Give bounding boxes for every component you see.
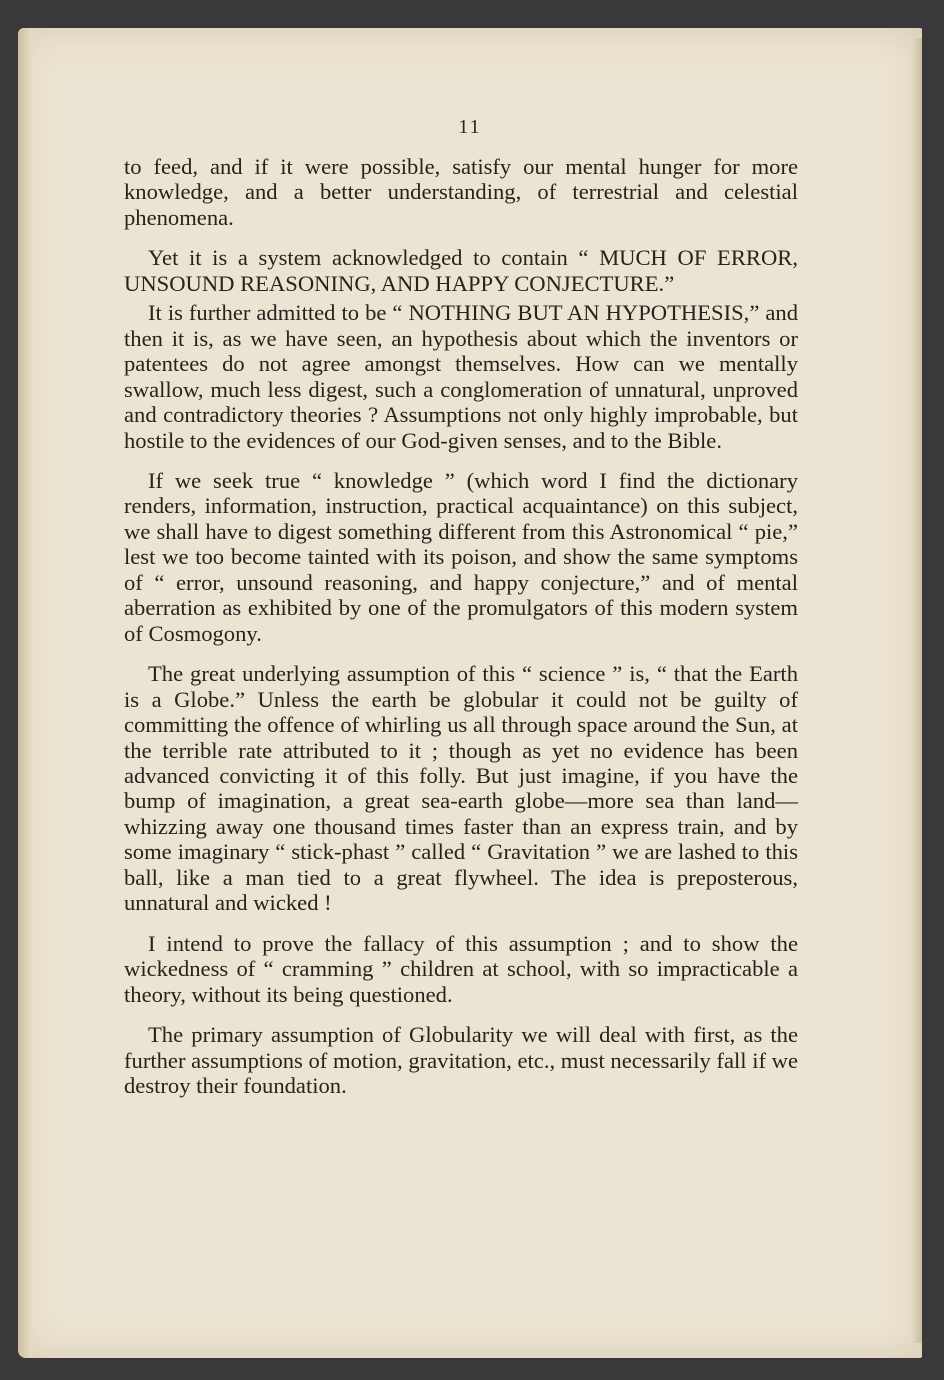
paragraph-7: The primary assumption of Globularity we will deal with first, as the further assumptions of motion, gravitation, etc., must necessarily fall if we destroy their foundation. (124, 1022, 798, 1098)
paragraph-5: The great underlying assumption of this “ science ” is, “ that the Earth is a Globe.” Unless the earth be globular it could not be guilty of committing the offence of whirling us all through space around the Sun, at the terrible rate attributed to it ; though as yet no evidence has been advanced convicting it of this folly. But just imagine, if you have the bump of imagination, a great sea-earth globe—more sea than land—whizzing away one thousand times faster than an express train, and by some imaginary “ stick-phast ” called “ Gravitation ” we are lashed to this ball, like a man tied to a great flywheel. The idea is preposterous, unnatural and wicked ! (124, 661, 798, 916)
paragraph-3: It is further admitted to be “ NOTHING BUT AN HYPOTHESIS,” and then it is, as we have seen, an hypothesis about which the inventors or patentees do not agree amongst themselves. How can we mentally swallow, much less digest, such a conglomeration of unnatural, unproved and contradictory theories ? Assumptions not only highly improbable, but hostile to the evidences of our God-given senses, and to the Bible. (124, 300, 798, 453)
body-text (124, 154, 798, 1113)
paragraph-6: I intend to prove the fallacy of this assumption ; and to show the wickedness of “ cramming ” children at school, with so impracticable a theory, without its being questioned. (124, 930, 798, 1007)
book-page (18, 28, 922, 1358)
paragraph-2: Yet it is a system acknowledged to contain “ MUCH OF ERROR, UNSOUND REASONING, AND HAPPY CONJECTURE.” (124, 245, 798, 296)
page-number: 11 (458, 116, 482, 138)
page-spine-shadow (18, 28, 32, 1358)
paragraph-1: to feed, and if it were possible, satisfy our mental hunger for more knowledge, and a better understanding, of terrestrial and celestial phenomena. (124, 154, 798, 230)
page-edge (912, 38, 922, 1343)
paragraph-4: If we seek true “ knowledge ” (which word I find the dictionary renders, information, instruction, practical acquaintance) on this subject, we shall have to digest something different from this Astronomical “ pie,” lest we too become tainted with its poison, and show the same symptoms of “ error, unsound reasoning, and happy conjecture,” and of mental aberration as exhibited by one of the promulgators of this modern system of Cosmogony. (124, 467, 798, 646)
